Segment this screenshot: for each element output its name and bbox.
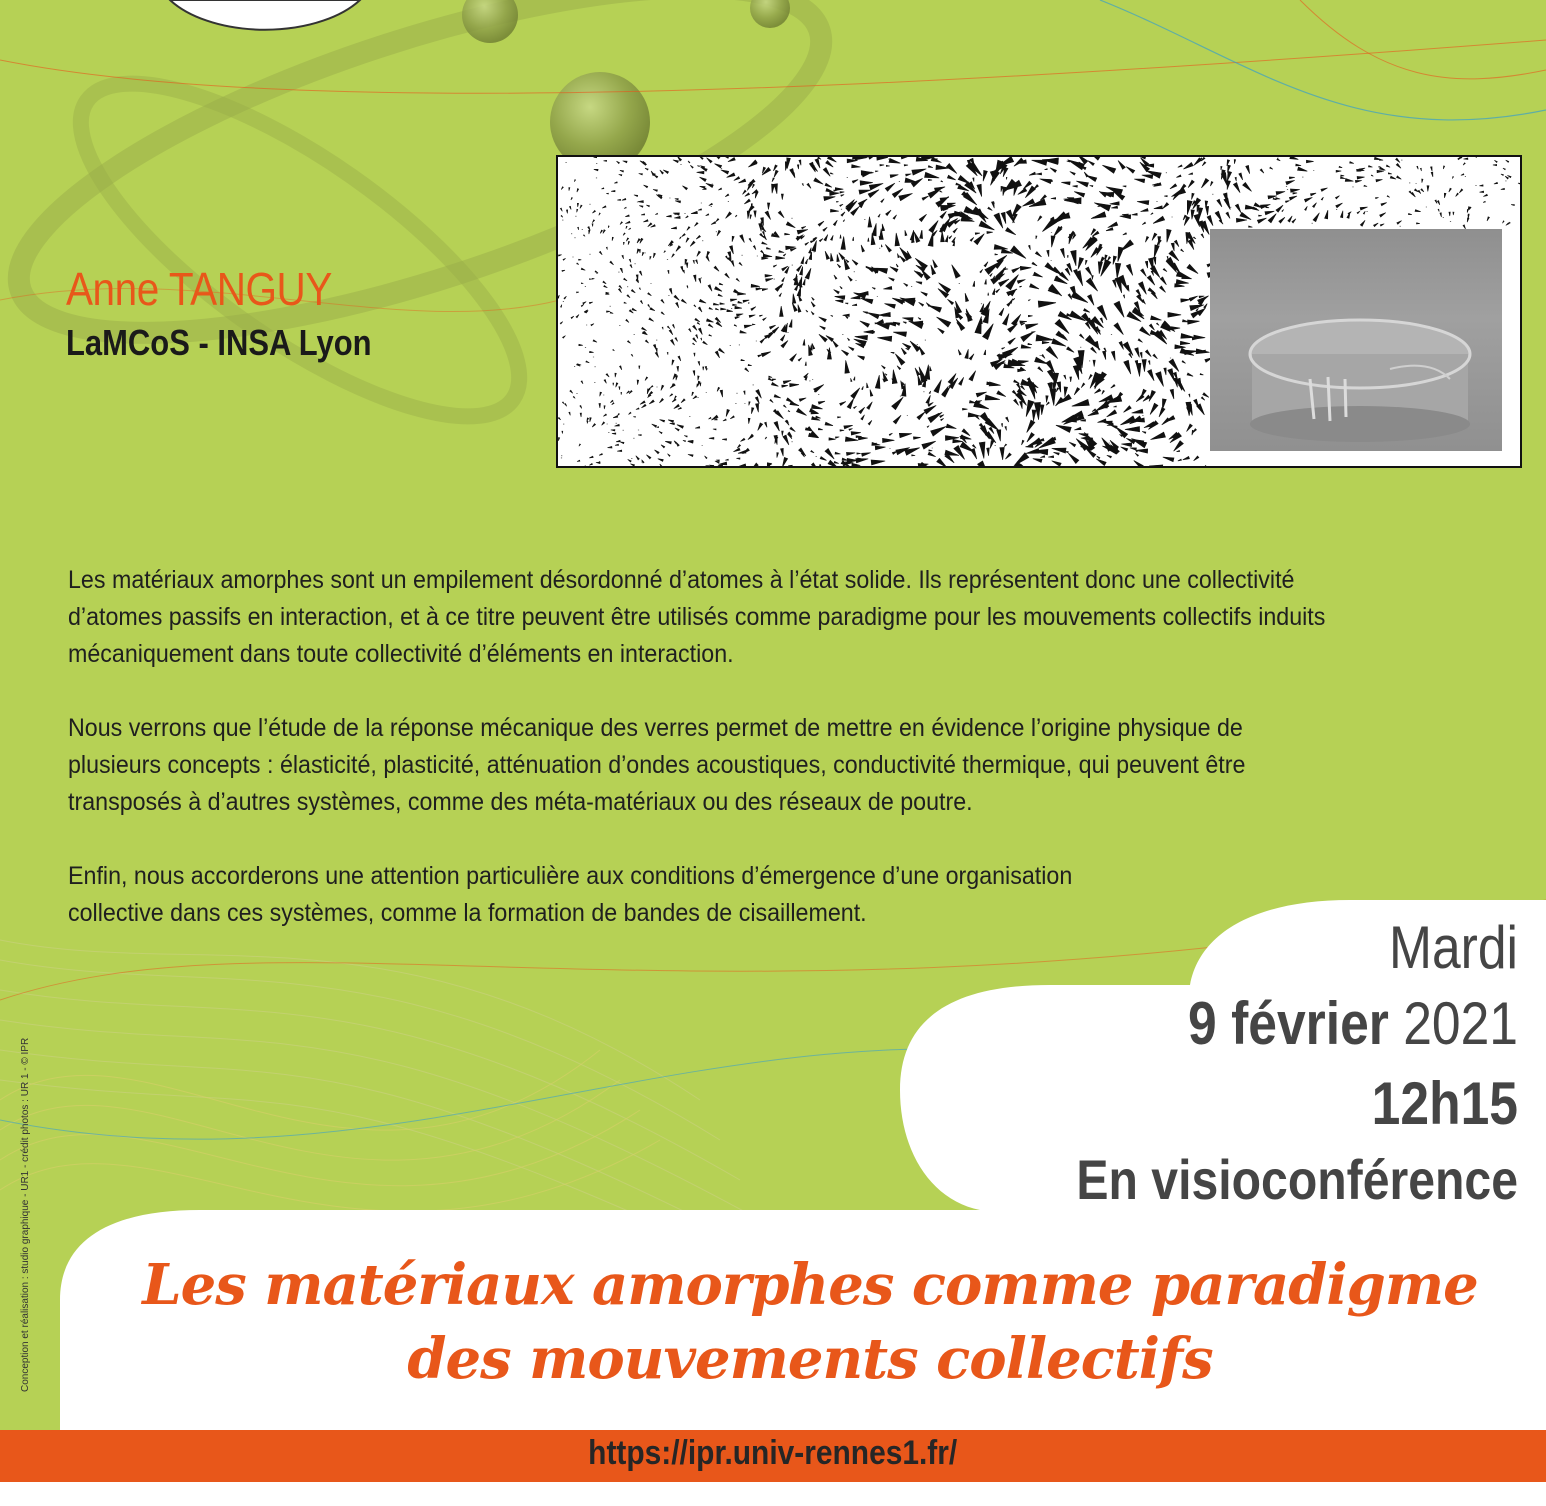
micropillar-photo — [1210, 229, 1502, 451]
event-date — [916, 984, 1518, 1064]
talk-title-line: Les matériaux amorphes comme paradigme — [142, 1252, 1478, 1318]
abstract — [68, 562, 1438, 969]
footer-url-text[interactable]: https://ipr.univ-rennes1.fr/ — [588, 1434, 958, 1472]
speaker-name: Anne TANGUY — [66, 263, 332, 315]
abstract-paragraph: Les matériaux amorphes sont un empilement désordonné d’atomes à l’état solide. Ils représentent donc une collectivité d’atomes passifs en interaction, et à ce titre peuvent être utilisés comme paradigme pour les mouvements collectifs induits mécaniquement dans toute collectivité d’éléments en interaction. — [68, 566, 1326, 668]
event-info — [818, 912, 1518, 1216]
footer-url[interactable] — [0, 1434, 1546, 1473]
talk-title-line: des mouvements collectifs — [407, 1326, 1213, 1392]
talk-title — [60, 1248, 1546, 1396]
event-day: Mardi — [1388, 914, 1518, 981]
footer-bottom-strip — [0, 1482, 1546, 1506]
event-time: 12h15 — [1371, 1070, 1518, 1137]
event-year: 2021 — [1403, 990, 1518, 1057]
abstract-paragraph: Nous verrons que l’étude de la réponse mécanique des verres permet de mettre en évidence l’origine physique de plusieurs concepts : élasticité, plasticité, atténuation d’ondes acoustiques, conductivité thermique, qui peuvent être transposés à d’autres systèmes, comme des méta-matériaux ou des réseaux de poutre. — [68, 714, 1246, 816]
speaker-affiliation: LaMCoS - INSA Lyon — [66, 322, 372, 363]
design-credit: Conception et réalisation : studio graphique - UR1 - crédit photos : UR 1 - © IPR — [20, 1037, 31, 1392]
event-date-day-month: 9 février — [1188, 990, 1389, 1057]
micropillar-shape — [1210, 229, 1502, 451]
simulation-figure — [556, 155, 1522, 468]
abstract-paragraph: Enfin, nous accorderons une attention particulière aux conditions d’émergence d’une organisation collective dans ces systèmes, comme la formation de bandes de cisaillement. — [68, 862, 1073, 927]
event-location: En visioconférence — [1076, 1148, 1518, 1211]
